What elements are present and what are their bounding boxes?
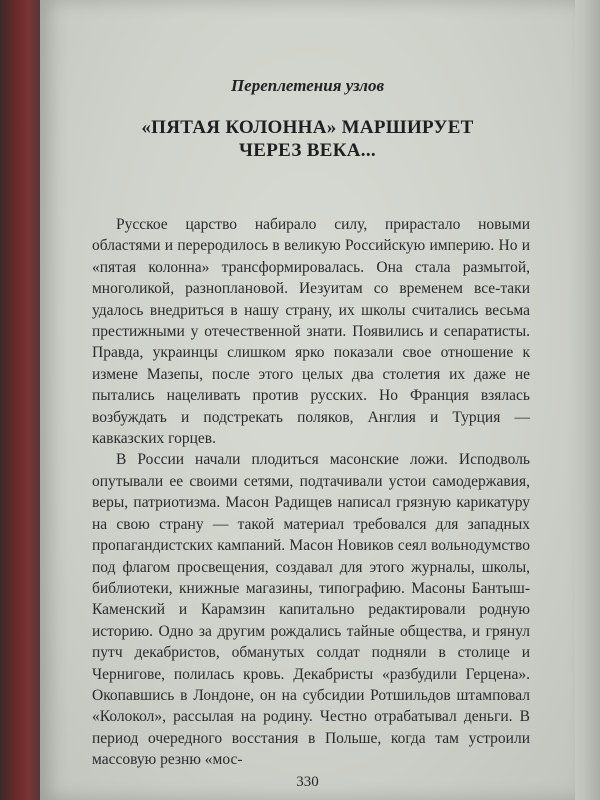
body-text xyxy=(92,214,530,771)
paragraph-2: В России начали плодиться масонские ложи. Исподволь опутывали ее своими сетями, подтачивали устои самодержавия, веры, патриотизма. Масон Радищев написал грязную карикатуру на свою страну — такой материал требовался для западных пропагандистских кампаний. Масон Новиков сеял вольнодумство под флагом просвещения, создавал для этого журналы, школы, библиотеки, книжные магазины, типографию. Масоны Бантыш-Каменский и Карамзин капитально редактировали родную историю. Одно за другим рождались тайные общества, и грянул путч декабристов, обманутых солдат подняли в столице и Чернигове, полилась кровь. Декабристы «разбудили Герцена». Окопавшись в Лондоне, он на субсидии Ротшильдов штамповал «Колокол», рассылая на родину. Честно отрабатывал деньги. В период очередного восстания в Польше, когда там устроили массовую резню «мос- xyxy=(92,451,530,769)
running-head: Переплетения узлов xyxy=(230,76,385,95)
chapter-title-line-2: ЧЕРЕЗ ВЕКА... xyxy=(239,140,376,161)
chapter-title xyxy=(40,116,575,162)
page-number: 330 xyxy=(296,774,319,790)
chapter-title-line-1: «ПЯТАЯ КОЛОННА» МАРШИРУЕТ xyxy=(141,117,474,138)
book-page xyxy=(40,0,575,800)
paragraph-1: Русское царство набирало силу, прирастало новыми областями и переродилось в великую Российскую империю. Но и «пятая колонна» трансформировалась. Она стала размытой, многоликой, разноплановой. Иезуитам со временем все-таки удалось внедриться в нашу страну, их школы считались весьма престижными у отечественной знати. Появились и сепаратисты. Правда, украинцы слишком ярко показали свое отношение к измене Мазепы, после этого целых два столетия их даже не пытались нацеливать против русских. Но Франция взялась возбуждать и подстрекать поляков, Англия и Турция — кавказских горцев. xyxy=(92,216,530,448)
book-binding xyxy=(0,0,42,800)
